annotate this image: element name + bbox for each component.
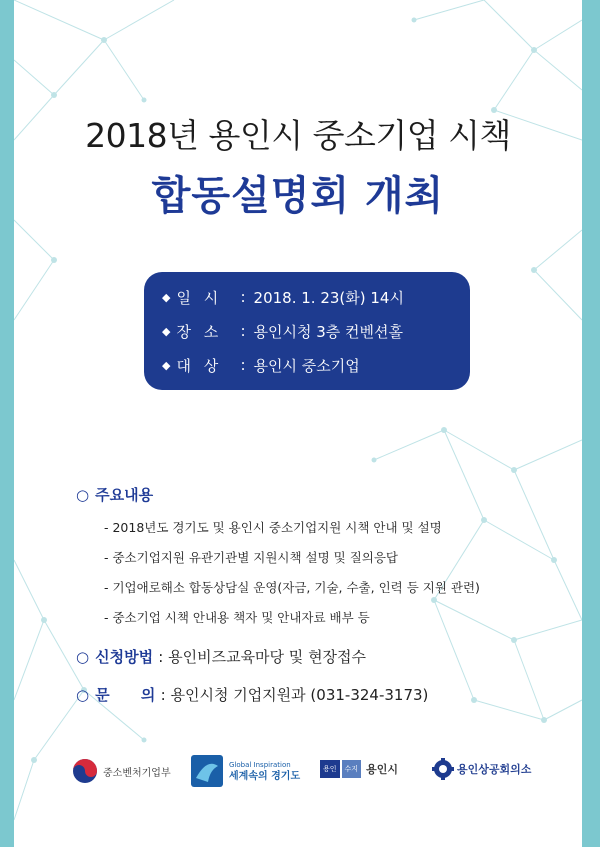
circle-bullet-icon: ○ (76, 686, 90, 704)
info-colon: : (240, 322, 246, 340)
info-colon: : (240, 288, 246, 306)
poster-body (14, 0, 582, 847)
yongin-box-2: 수지 (342, 760, 362, 778)
taegeuk-icon (72, 758, 98, 784)
list-item: - 중소기업 시책 안내용 책자 및 안내자료 배부 등 (104, 610, 370, 625)
gyeonggi-slogan: 세계속의 경기도 (229, 771, 301, 782)
apply-method-value: : 용인비즈교육마당 및 현장접수 (158, 648, 367, 666)
chamber-logo-text: 용인상공회의소 (457, 763, 532, 776)
section-title: 주요내용 (95, 486, 154, 504)
section-title: 신청방법 (95, 648, 154, 666)
mss-logo (72, 758, 171, 784)
info-row-target (162, 350, 360, 380)
info-row-date (162, 282, 404, 312)
diamond-bullet-icon: ◆ (162, 290, 171, 304)
info-row-place (162, 316, 403, 346)
diamond-bullet-icon: ◆ (162, 324, 171, 338)
main-content-heading (76, 484, 153, 505)
sponsor-logos (14, 752, 582, 792)
gyeonggi-logo (190, 754, 300, 788)
title-line-2: 합동설명회 개최 (151, 173, 445, 219)
yongin-logo (320, 760, 398, 778)
list-item: - 중소기업지원 유관기관별 지원시책 설명 및 질의응답 (104, 550, 399, 565)
info-label: 대 상 (176, 356, 223, 375)
list-item: - 2018년도 경기도 및 용인시 중소기업지원 시책 안내 및 설명 (104, 520, 442, 535)
info-colon: : (240, 356, 246, 374)
circle-bullet-icon: ○ (76, 486, 90, 504)
diamond-bullet-icon: ◆ (162, 358, 171, 372)
apply-method (76, 646, 366, 667)
gyeonggi-slogan-small: Global Inspiration (229, 761, 291, 769)
yongin-box-1: 용인 (320, 760, 340, 778)
yongin-logo-text: 용인시 (366, 763, 398, 776)
title-line-1: 2018년 용인시 중소기업 시책 (85, 116, 511, 155)
gear-icon (432, 758, 454, 780)
contact-info (76, 684, 428, 705)
chamber-logo (432, 758, 531, 780)
gyeonggi-emblem-icon (190, 754, 224, 788)
list-item: - 기업애로해소 합동상담실 운영(자금, 기술, 수출, 인력 등 지원 관련) (104, 580, 480, 595)
info-value: 2018. 1. 23(화) 14시 (253, 288, 404, 307)
event-info-box (144, 272, 470, 390)
info-value: 용인시 중소기업 (253, 356, 360, 375)
mss-logo-text: 중소벤처기업부 (103, 767, 171, 779)
circle-bullet-icon: ○ (76, 648, 90, 666)
info-label: 장 소 (176, 322, 223, 341)
section-title: 문 의 (95, 686, 156, 704)
info-label: 일 시 (176, 288, 223, 307)
info-value: 용인시청 3층 컨벤션홀 (253, 322, 404, 341)
contact-value: : 용인시청 기업지원과 (031-324-3173) (160, 686, 429, 704)
